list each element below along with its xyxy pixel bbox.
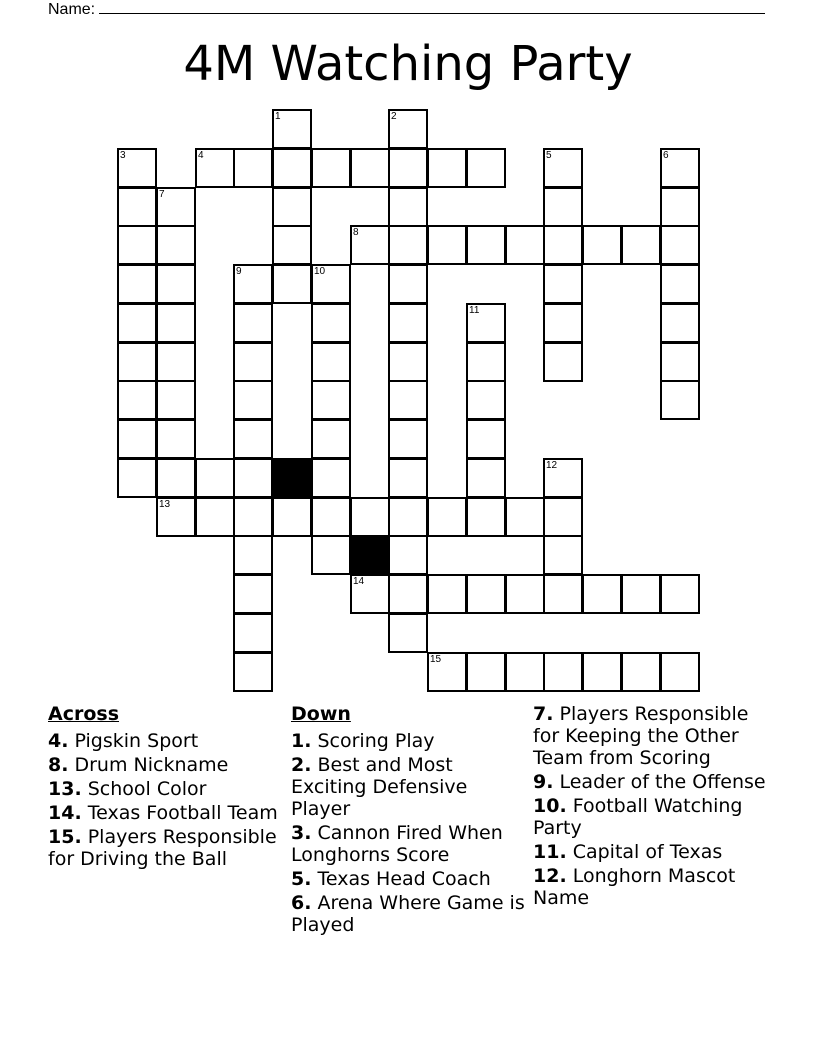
crossword-cell[interactable] bbox=[466, 148, 506, 188]
crossword-cell[interactable] bbox=[311, 419, 351, 459]
crossword-cell[interactable] bbox=[233, 574, 273, 614]
clue-text: School Color bbox=[81, 778, 207, 800]
cell-number: 4 bbox=[198, 150, 204, 161]
clue-text: Football Watching Party bbox=[533, 795, 743, 839]
crossword-cell[interactable] bbox=[427, 148, 467, 188]
cell-number: 9 bbox=[236, 266, 242, 277]
clue-number: 14. bbox=[48, 802, 82, 824]
down-clue bbox=[533, 771, 773, 793]
down-clue bbox=[533, 795, 773, 839]
crossword-cell[interactable] bbox=[466, 225, 506, 265]
crossword-cell[interactable] bbox=[272, 497, 312, 537]
cell-number: 5 bbox=[546, 150, 552, 161]
crossword-cell[interactable] bbox=[156, 342, 196, 382]
clue-number: 1. bbox=[291, 730, 312, 752]
clue-text: Arena Where Game is Played bbox=[291, 892, 525, 936]
crossword-cell[interactable] bbox=[117, 342, 157, 382]
crossword-cell[interactable] bbox=[233, 380, 273, 420]
crossword-cell[interactable] bbox=[466, 380, 506, 420]
crossword-cell[interactable] bbox=[311, 380, 351, 420]
crossword-cell[interactable] bbox=[311, 458, 351, 498]
down-clue bbox=[291, 822, 526, 866]
crossword-cell[interactable] bbox=[660, 264, 700, 304]
crossword-cell[interactable] bbox=[543, 264, 583, 304]
crossword-cell[interactable] bbox=[505, 497, 545, 537]
black-square bbox=[350, 535, 390, 575]
crossword-cell[interactable] bbox=[660, 380, 700, 420]
down-clue bbox=[533, 841, 773, 863]
clue-number: 4. bbox=[48, 730, 69, 752]
cell-number: 11 bbox=[469, 305, 480, 316]
crossword-cell[interactable] bbox=[117, 187, 157, 227]
down-clue bbox=[291, 730, 526, 752]
across-clue bbox=[48, 802, 280, 824]
crossword-cell[interactable] bbox=[233, 458, 273, 498]
down-clue bbox=[291, 754, 526, 820]
clue-number: 10. bbox=[533, 795, 567, 817]
crossword-cell[interactable] bbox=[505, 225, 545, 265]
crossword-cell[interactable] bbox=[233, 342, 273, 382]
cell-number: 14 bbox=[353, 576, 365, 587]
clue-text: Players Responsible for Driving the Ball bbox=[48, 826, 277, 870]
crossword-cell[interactable] bbox=[543, 225, 583, 265]
clue-number: 12. bbox=[533, 865, 567, 887]
crossword-cell[interactable] bbox=[156, 380, 196, 420]
crossword-cell[interactable] bbox=[195, 148, 235, 188]
crossword-cell[interactable] bbox=[117, 225, 157, 265]
down-clue bbox=[291, 892, 526, 936]
crossword-cell[interactable] bbox=[233, 264, 273, 304]
cell-number: 10 bbox=[314, 266, 326, 277]
across-clue bbox=[48, 826, 280, 870]
crossword-cell[interactable] bbox=[388, 613, 428, 653]
crossword-cell[interactable] bbox=[621, 652, 661, 692]
clue-number: 5. bbox=[291, 868, 312, 890]
crossword-cell[interactable] bbox=[272, 225, 312, 265]
crossword-cell[interactable] bbox=[233, 652, 273, 692]
clue-text: Capital of Texas bbox=[566, 841, 723, 863]
crossword-cell[interactable] bbox=[660, 225, 700, 265]
crossword-cell[interactable] bbox=[156, 303, 196, 343]
crossword-cell[interactable] bbox=[156, 187, 196, 227]
crossword-cell[interactable] bbox=[543, 342, 583, 382]
crossword-cell[interactable] bbox=[543, 303, 583, 343]
crossword-cell[interactable] bbox=[660, 652, 700, 692]
crossword-cell[interactable] bbox=[543, 652, 583, 692]
crossword-cell[interactable] bbox=[466, 652, 506, 692]
crossword-cell[interactable] bbox=[543, 148, 583, 188]
clue-number: 11. bbox=[533, 841, 567, 863]
crossword-cell[interactable] bbox=[233, 419, 273, 459]
crossword-cell[interactable] bbox=[427, 225, 467, 265]
crossword-cell[interactable] bbox=[466, 342, 506, 382]
crossword-cell[interactable] bbox=[117, 264, 157, 304]
down-clue bbox=[533, 865, 773, 909]
across-clue bbox=[48, 730, 280, 752]
crossword-cell[interactable] bbox=[233, 613, 273, 653]
crossword-cell[interactable] bbox=[195, 458, 235, 498]
clue-text: Texas Football Team bbox=[81, 802, 278, 824]
cell-number: 2 bbox=[391, 111, 397, 122]
down-heading: Down bbox=[291, 703, 351, 725]
crossword-cell[interactable] bbox=[388, 419, 428, 459]
crossword-cell[interactable] bbox=[621, 225, 661, 265]
down-clues-continued bbox=[533, 703, 773, 911]
crossword-cell[interactable] bbox=[466, 419, 506, 459]
across-clues bbox=[48, 703, 280, 872]
crossword-cell[interactable] bbox=[233, 535, 273, 575]
crossword-cell[interactable] bbox=[660, 187, 700, 227]
crossword-cell[interactable] bbox=[388, 380, 428, 420]
crossword-cell[interactable] bbox=[156, 264, 196, 304]
crossword-cell[interactable] bbox=[543, 497, 583, 537]
cell-number: 8 bbox=[353, 227, 359, 238]
page-title: 4M Watching Party bbox=[183, 36, 633, 92]
down-clue bbox=[533, 703, 773, 769]
crossword-cell[interactable] bbox=[117, 419, 157, 459]
crossword-cell[interactable] bbox=[466, 574, 506, 614]
clue-text: Best and Most Exciting Defensive Player bbox=[291, 754, 468, 820]
crossword-cell[interactable] bbox=[582, 652, 622, 692]
crossword-cell[interactable] bbox=[311, 342, 351, 382]
crossword-cell[interactable] bbox=[543, 187, 583, 227]
crossword-cell[interactable] bbox=[156, 419, 196, 459]
crossword-cell[interactable] bbox=[660, 303, 700, 343]
clue-text: Texas Head Coach bbox=[311, 868, 491, 890]
cell-number: 3 bbox=[120, 150, 126, 161]
clue-number: 7. bbox=[533, 703, 554, 725]
crossword-cell[interactable] bbox=[311, 303, 351, 343]
crossword-cell[interactable] bbox=[156, 458, 196, 498]
across-heading: Across bbox=[48, 703, 120, 725]
name-label: Name: bbox=[48, 1, 96, 18]
crossword-cell[interactable] bbox=[427, 652, 467, 692]
crossword-cell[interactable] bbox=[621, 574, 661, 614]
crossword-cell[interactable] bbox=[582, 225, 622, 265]
crossword-cell[interactable] bbox=[156, 225, 196, 265]
cell-number: 13 bbox=[159, 499, 171, 510]
crossword-cell[interactable] bbox=[388, 574, 428, 614]
cell-number: 12 bbox=[546, 460, 558, 471]
across-clue bbox=[48, 778, 280, 800]
crossword-cell[interactable] bbox=[660, 342, 700, 382]
crossword-cell[interactable] bbox=[350, 497, 390, 537]
down-clue bbox=[291, 868, 526, 890]
crossword-cell[interactable] bbox=[388, 497, 428, 537]
crossword-cell[interactable] bbox=[543, 535, 583, 575]
cell-number: 1 bbox=[275, 111, 281, 122]
crossword-cell[interactable] bbox=[272, 148, 312, 188]
crossword-cell[interactable] bbox=[311, 264, 351, 304]
crossword-cell[interactable] bbox=[466, 497, 506, 537]
crossword-cell[interactable] bbox=[388, 535, 428, 575]
crossword-cell[interactable] bbox=[388, 225, 428, 265]
across-clue bbox=[48, 754, 280, 776]
black-square bbox=[272, 458, 312, 498]
crossword-cell[interactable] bbox=[117, 458, 157, 498]
crossword-cell[interactable] bbox=[660, 148, 700, 188]
crossword-cell[interactable] bbox=[388, 187, 428, 227]
crossword-cell[interactable] bbox=[388, 303, 428, 343]
down-clues bbox=[291, 703, 526, 938]
clue-text: Scoring Play bbox=[311, 730, 435, 752]
clue-text: Longhorn Mascot Name bbox=[533, 865, 736, 909]
crossword-cell[interactable] bbox=[311, 497, 351, 537]
clue-number: 9. bbox=[533, 771, 554, 793]
crossword-cell[interactable] bbox=[233, 497, 273, 537]
crossword-cell[interactable] bbox=[388, 148, 428, 188]
crossword-cell[interactable] bbox=[427, 497, 467, 537]
crossword-cell[interactable] bbox=[505, 652, 545, 692]
clue-number: 15. bbox=[48, 826, 82, 848]
crossword-cell[interactable] bbox=[466, 458, 506, 498]
clue-text: Players Responsible for Keeping the Other Team from Scoring bbox=[533, 703, 749, 769]
clue-text: Leader of the Offense bbox=[553, 771, 766, 793]
clue-number: 3. bbox=[291, 822, 312, 844]
crossword-cell[interactable] bbox=[117, 148, 157, 188]
crossword-cell[interactable] bbox=[233, 148, 273, 188]
clue-number: 2. bbox=[291, 754, 312, 776]
clue-text: Pigskin Sport bbox=[68, 730, 199, 752]
cell-number: 7 bbox=[159, 189, 165, 200]
crossword-cell[interactable] bbox=[350, 574, 390, 614]
clue-number: 13. bbox=[48, 778, 82, 800]
clue-text: Drum Nickname bbox=[68, 754, 229, 776]
crossword-cell[interactable] bbox=[388, 264, 428, 304]
crossword-cell[interactable] bbox=[233, 303, 273, 343]
crossword-cell[interactable] bbox=[272, 187, 312, 227]
crossword-cell[interactable] bbox=[195, 497, 235, 537]
crossword-cell[interactable] bbox=[311, 148, 351, 188]
crossword-cell[interactable] bbox=[543, 458, 583, 498]
crossword-cell[interactable] bbox=[505, 574, 545, 614]
crossword-cell[interactable] bbox=[350, 148, 390, 188]
clue-text: Cannon Fired When Longhorns Score bbox=[291, 822, 503, 866]
crossword-cell[interactable] bbox=[582, 574, 622, 614]
crossword-cell[interactable] bbox=[156, 497, 196, 537]
crossword-cell[interactable] bbox=[117, 303, 157, 343]
crossword-cell[interactable] bbox=[388, 342, 428, 382]
crossword-cell[interactable] bbox=[350, 225, 390, 265]
crossword-cell[interactable] bbox=[117, 380, 157, 420]
crossword-cell[interactable] bbox=[311, 535, 351, 575]
cell-number: 6 bbox=[663, 150, 669, 161]
crossword-cell[interactable] bbox=[388, 458, 428, 498]
crossword-cell[interactable] bbox=[427, 574, 467, 614]
cell-number: 15 bbox=[430, 654, 442, 665]
crossword-cell[interactable] bbox=[466, 303, 506, 343]
crossword-cell[interactable] bbox=[272, 109, 312, 149]
crossword-cell[interactable] bbox=[272, 264, 312, 304]
crossword-cell[interactable] bbox=[388, 109, 428, 149]
crossword-cell[interactable] bbox=[660, 574, 700, 614]
clue-number: 6. bbox=[291, 892, 312, 914]
clue-number: 8. bbox=[48, 754, 69, 776]
crossword-cell[interactable] bbox=[543, 574, 583, 614]
